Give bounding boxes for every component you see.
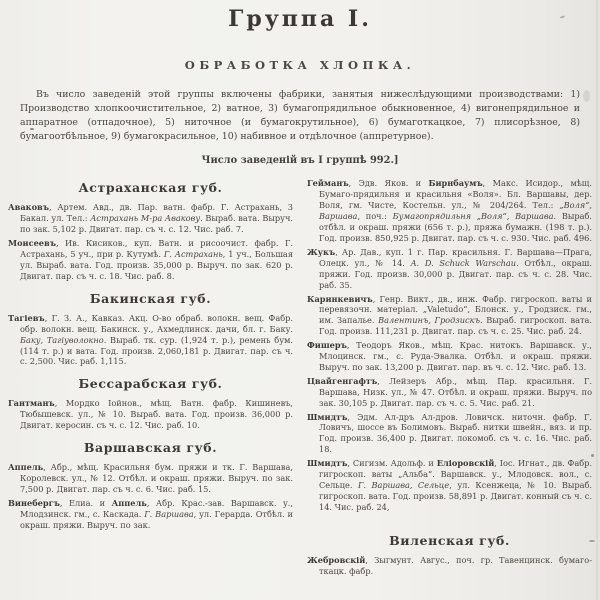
entry-address: Бумагопрядильня „Воля“, Варшава	[392, 211, 554, 222]
entry-name: Тагіевъ	[8, 312, 45, 323]
entry-name: Винебергъ	[8, 497, 60, 508]
entry-name: Моисеевъ	[8, 238, 56, 249]
entry-name: Жукъ	[307, 246, 336, 257]
page-subtitle: ОБРАБОТКА ХЛОПКА.	[184, 58, 416, 72]
entry-name: Аппель	[111, 497, 147, 508]
entry-address: Баку, Тагіуволокно	[20, 334, 104, 345]
directory-entry: Тагіевъ, Г. З. А., Кавказ. Акц. О-во обраб. волокн. вещ. Фабр. обр. волокн. вещ. Бакинск. у., Ахмедлинск. дачи, бл. г. Баку. Баку, Тагіуволокно. Выраб. тк. сур. (1,924 т. р.), ремень бум. (114 т. р.) и вата. Год. произв. 2,060,181 р. Двигат. пар. съ ч. с. 2,500. Чис. раб. 1,115.	[8, 312, 294, 367]
directory-entry: Моисеевъ, Ив. Кисиков., куп. Ватн. и рисоочист. фабр. Г. Астрахань, 5 уч., при р. Кутумѣ. Г. Астрахань, 1 уч., Большая ул. Выраб. вата. Год. произв. 35,000 р. Выруч. по зак. 620 р. Двигат. пар. съ ч. с. 18. Чис. раб. 8.	[8, 238, 293, 281]
province-heading: Варшавская губ.	[83, 440, 218, 456]
province-heading: Бессарабская губ.	[78, 376, 223, 392]
entry-name: Аваковъ	[8, 202, 50, 213]
directory-entry: Винебергъ, Елиа. и Аппель, Абр. Крас.-зав. Варшавск. у., Млодзинск. гм., с. Каскада. Г. Варшава, ул. Герарда. Отбѣл. и окраш. пряжи. Выруч. по зак.	[8, 497, 293, 530]
directory-entry: Цвайгенгафтъ, Лейзеръ Абр., мѣщ. Пар. красильня. Г. Варшава, Низк. ул., № 47. Отбѣл. и окраш. пряжи. Выруч. по зак. 30,105 р. Двигат. пар. съ ч. с. 5. Чис. раб. 21.	[307, 375, 592, 408]
directory-entry: Фишеръ, Теодоръ Яков., мѣщ. Крас. нитокъ. Варшавск. у., Млоцинск. гм., с. Руда-Эвалка. Отбѣл. и окраш. пряжи. Выруч. по зак. 13,200 р. Двигат. пар. въ ч. с. 12. Чис. раб. 13.	[307, 340, 592, 372]
directory-entry: Гейманъ, Эдв. Яков. и Бирнбаумъ, Макс. Исидор., мѣщ. Бумаго-прядильня и красильня «Воля». Бл. Варшавы, дер. Воля, гм. Чисте, Костельн. ул., № 204/264. Тел.: „Воля“, Варшава, поч.: Бумагопрядильня „Воля“, Варшава. Выраб. отбѣл. и окраш. пряжи (656 т. р.), пряжа бумажн. (198 т. р.). Год. произв. 850,925 р. Двигат. пар. съ ч. с. 930. Чис. раб. 496.	[307, 178, 593, 243]
directory-entry: Каринкевичъ, Генр. Викт., дв., инж. Фабр. гигроскоп. ваты и перевязочн. матеріал. „Valetudo“, Блонск. у., Гродзиск. гм., им. Запалье. Валентинъ, Гродзискъ. Выраб. гигроскоп. вата. Год. произв. 111,231 р. Двигат. пар. съ ч. с. 25. Чис. раб. 24.	[307, 293, 592, 337]
count-line: Число заведеній въ I группѣ 992.]	[201, 155, 399, 167]
scan-smudge	[583, 90, 590, 102]
entry-address: Астрахань М-ра Авакову	[90, 213, 201, 224]
entry-name: Гейманъ	[307, 178, 349, 189]
column-left	[8, 178, 293, 533]
entry-name: Фишеръ	[307, 340, 347, 351]
directory-entry: Гантманъ, Мордко Іойнов., мѣщ. Ватн. фабр. Кишиневъ, Тюбышевск. ул., № 10. Выраб. вата. Год. произв. 36,000 р. Двигат. керосин. съ ч. с. 12. Чис. раб. 10.	[8, 398, 293, 431]
directory-entry: Шмидтъ, Сигизм. Адольф. и Еліоровскій, Іос. Игнат., дв. Фабр. гигроскоп. ваты „Альба“. Варшавск. у., Млодовск. вол., с. Сельце. Г. Варшава, Сельце, ул. Ксенжеца, № 10. Выраб. гигроскоп. вата. Год. произв. 58,891 р. Двигат. конный съ ч. с. 14. Чис. раб. 24,	[307, 458, 593, 512]
directory-entry: Аваковъ, Артем. Авд., дв. Пар. ватн. фабр. Г. Астрахань, 3 Бакал. ул. Тел.: Астрахань М-ра Авакову. Выраб. вата. Выруч. по зак. 5,102 р. Двигат. пар. съ ч. с. 12. Чис. раб. 7.	[8, 202, 294, 235]
province-heading: Астраханская губ.	[78, 180, 223, 196]
directory-entry: Жебровскій, Зыгмунт. Авгус., поч. гр. Тавенцинск. бумаго-ткацк. фабр.	[307, 554, 592, 576]
entry-address: Г. Варшава, Сельце	[357, 480, 450, 490]
entry-name: Гантманъ	[8, 398, 55, 409]
entry-name: Бирнбаумъ	[428, 178, 483, 189]
province-heading: Бакинская губ.	[89, 290, 212, 306]
directory-entry: Аппель, Абр., мѣщ. Красильня бум. пряжи и тк. Г. Варшава, Королевск. ул., № 12. Отбѣл. и окраш. пряжи. Выруч. по зак. 7,500 р. Двигат. пар. съ ч. с. 6. Чис. раб. 15.	[8, 462, 293, 494]
entry-address: Г. Варшава	[144, 508, 194, 519]
entry-name: Жебровскій	[307, 554, 366, 565]
entry-name: Шмидтъ	[307, 411, 348, 422]
entry-name: Аппель	[8, 462, 44, 473]
directory-entry: Жукъ, Ар. Дав., куп. 1 г. Пар. красильня. Г. Варшава—Прага, Олецк. ул., № 14. A. D. Schuck Warschau. Отбѣл., окраш. пряжи. Год. произв. 30,000 р. Двигат. пар. съ ч. с. 28. Чис. раб. 35.	[307, 246, 592, 290]
column-right	[307, 178, 592, 579]
entry-address: Г. Астрахань	[163, 249, 223, 260]
page-title: Группа I.	[228, 6, 372, 32]
entry-address: „Воля“, Варшава	[319, 200, 592, 222]
entry-name: Цвайгенгафтъ	[307, 375, 378, 386]
entry-name: Еліоровскій	[436, 458, 495, 469]
intro-paragraph: Въ число заведеній этой группы включены фабрики, занятыя нижеслѣдующими производствами: 1) Производство хлопкоочистительное, 2) ватное, 3) бумагопрядильное обыкновенное, 4) вигонепрядильное и аппаратное (отпадочное), 5) ниточное (и бумагокрутильное), 6) бумаготкацкое, 7) плисорѣзное, 8) бумагоотбѣльное, 9) бумагокрасильное, 10) набивное и отдѣлочное (аппретурное).	[20, 89, 580, 143]
directory-entry: Шмидтъ, Эдм. Ал-дръ Ал-дров. Ловичск. ниточн. фабр. Г. Ловичъ, шоссе въ Болимовъ. Выраб. нитки швейн., вяз. и пр. Год. произв. 36,400 р. Двигат. локомоб. съ ч. с. 16. Чис. раб. 18.	[307, 411, 592, 455]
two-column-body	[8, 178, 592, 579]
entry-name: Каринкевичъ	[307, 293, 373, 304]
province-heading: Виленская губ.	[389, 532, 510, 548]
entry-address: A. D. Schuck Warschau	[410, 257, 517, 268]
entry-name: Шмидтъ	[307, 458, 348, 469]
entry-address: Валентинъ, Гродзискъ	[378, 315, 480, 326]
